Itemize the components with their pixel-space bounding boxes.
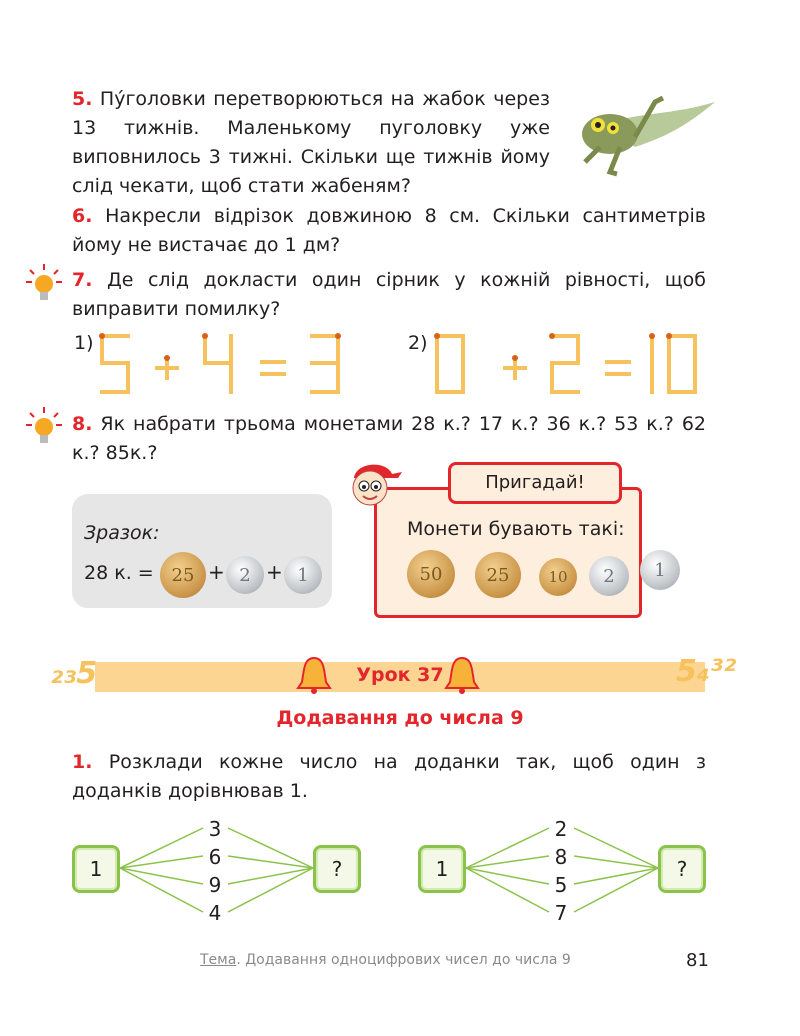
cartoon-face-illustration	[346, 456, 406, 512]
task-number: 8.	[72, 413, 93, 435]
lesson-title: Урок 37	[356, 664, 444, 686]
coin-25: 25	[475, 552, 521, 598]
fan-number: 9	[208, 873, 222, 897]
task-text: Накресли відрізок довжиною 8 см. Скільки сантиметрів йому не вистачає до 1 дм?	[72, 205, 707, 256]
task-number: 6.	[72, 205, 93, 227]
fan-number: 7	[554, 901, 568, 925]
coin-2: 2	[589, 556, 629, 596]
fan-number: 5	[554, 873, 568, 897]
footer-topic-text: . Додавання одноцифрових чисел до числа 9	[236, 952, 571, 968]
task-text: Розклади кожне число на доданки так, щоб один з доданків дорівнював 1.	[72, 751, 706, 802]
sample-title: Зразок:	[84, 522, 160, 544]
lightbulb-icon	[24, 262, 64, 306]
coin-25: 25	[160, 552, 206, 598]
question-box-right[interactable]: ?	[658, 845, 706, 893]
task-text: Пу́головки перетворюються на жабок через 13 тижнів. Маленькому пуголовку уже виповнилось 3 тижні. Скільки ще тижнів йому слід чекати, щоб стати жабеням?	[72, 88, 550, 197]
decor-numbers-left: ₂₃5	[50, 656, 98, 691]
plus-sign: +	[208, 560, 225, 584]
plus-sign: +	[266, 560, 283, 584]
task-number: 5.	[72, 88, 93, 110]
task-number: 7.	[72, 269, 93, 291]
coin-1: 1	[284, 556, 322, 594]
task-text: Де слід докласти один сірник у кожній рівності, щоб виправити помилку?	[72, 269, 706, 320]
sample-box	[72, 494, 332, 608]
answer-box-right: 1	[418, 845, 466, 893]
decor-numbers-right: 5₄³²	[676, 654, 737, 689]
lightbulb-icon	[24, 405, 64, 449]
fan-number: 3	[208, 817, 222, 841]
tadpole-illustration	[565, 92, 725, 182]
task-number: 1.	[72, 751, 93, 773]
coin-50: 50	[407, 550, 455, 598]
coin-10: 10	[539, 558, 577, 596]
task-1	[72, 748, 706, 806]
page-number: 81	[686, 950, 709, 971]
lesson-subtitle: Додавання до числа 9	[276, 707, 524, 729]
answer-box-left: 1	[72, 845, 120, 893]
fan-number: 2	[554, 817, 568, 841]
task-6	[72, 202, 706, 260]
footer-topic	[200, 952, 571, 968]
fan-number: 8	[554, 845, 568, 869]
equation-1-label: 1)	[74, 332, 94, 354]
footer-topic-label: Тема	[200, 952, 237, 968]
coin-1: 1	[640, 550, 680, 590]
equation-2-label: 2)	[408, 332, 428, 354]
remember-text: Монети бувають такі:	[407, 518, 625, 540]
task-5	[72, 85, 550, 201]
matchstick-equations	[95, 330, 705, 400]
remember-box	[374, 487, 642, 618]
sample-expression: 28 к. =	[84, 562, 154, 584]
fan-number: 4	[208, 901, 222, 925]
remember-title: Пригадай!	[448, 462, 622, 504]
question-box-left[interactable]: ?	[313, 845, 361, 893]
task-text: Як набрати трьома монетами 28 к.? 17 к.? 36 к.? 53 к.? 62 к.? 85к.?	[72, 413, 706, 464]
fan-number: 6	[208, 845, 222, 869]
coin-2: 2	[226, 556, 264, 594]
task-7	[72, 266, 706, 324]
